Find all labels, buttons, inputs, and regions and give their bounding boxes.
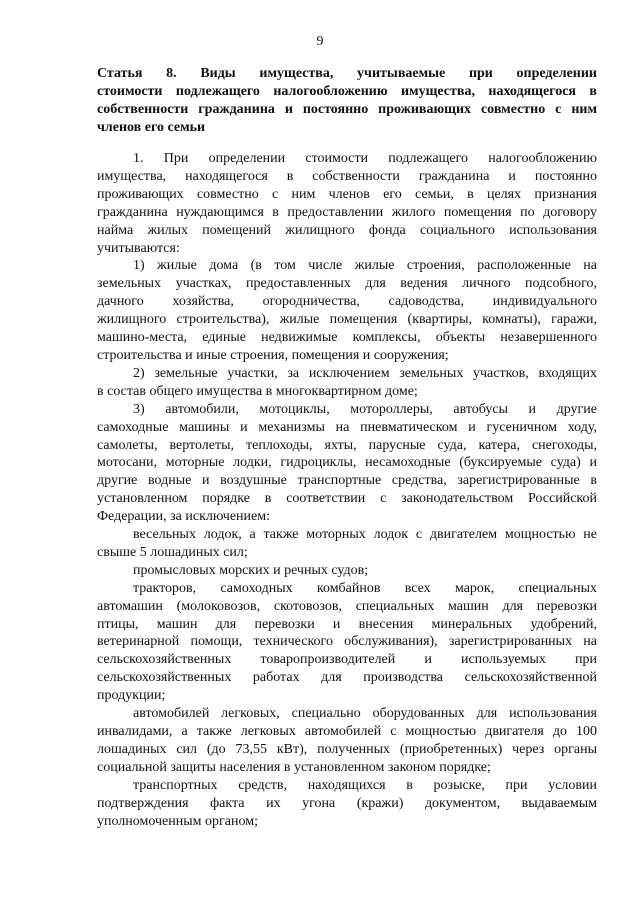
paragraph xyxy=(97,365,597,401)
paragraph-line: имущества, находящегося в собственности гражданина и постоянно xyxy=(97,168,597,184)
article-title-line: Статья 8. Виды имущества, учитываемые при определении xyxy=(97,66,597,81)
paragraph-line: сельскохозяйственных товаропроизводителей и используемых при xyxy=(97,652,597,668)
paragraph-line: продукции; xyxy=(97,688,166,704)
paragraph-line: установленном порядке в соответствии с законодательством Российской xyxy=(97,491,597,507)
page-number: 9 xyxy=(316,34,324,49)
paragraph-line: гражданина нуждающимся в предоставлении жилого помещения по договору xyxy=(97,204,597,220)
paragraph-line: строительства и иные строения, помещения и сооружения; xyxy=(97,347,449,363)
paragraph-line: свыше 5 лошадиных сил; xyxy=(97,544,248,560)
paragraph-line: социальной защиты населения в установленном законом порядке; xyxy=(97,759,491,775)
article-title-line: членов его семьи xyxy=(97,120,206,135)
paragraph-line: промысловых морских и речных судов; xyxy=(133,562,369,578)
paragraph-line: тракторов, самоходных комбайнов всех марок, специальных xyxy=(133,580,597,596)
paragraph xyxy=(97,777,597,831)
paragraph-line: самоходные машины и механизмы на пневматическом и гусеничном ходу, xyxy=(97,419,597,435)
paragraph-line: машино-места, единые недвижимые комплексы, объекты незавершенного xyxy=(97,330,597,346)
article-title-line: стоимости подлежащего налогообложению имущества, находящегося в xyxy=(97,84,597,99)
paragraph-line: уполномоченным органом; xyxy=(97,813,258,829)
paragraph xyxy=(97,526,597,562)
paragraph-line: дачного хозяйства, огородничества, садоводства, индивидуального xyxy=(97,294,597,310)
paragraph-line: самолеты, вертолеты, теплоходы, яхты, парусные суда, катера, снегоходы, xyxy=(97,437,597,453)
paragraph-line: земельных участках, предоставленных для ведения личного подсобного, xyxy=(97,276,597,292)
paragraph-line: учитываются: xyxy=(97,240,180,256)
paragraph-line: другие водные и воздушные транспортные средства, зарегистрированные в xyxy=(97,473,597,489)
paragraph-line: проживающих совместно с ним членов его семьи, в целях признания xyxy=(97,186,597,202)
article-title-line: собственности гражданина и постоянно проживающих совместно с ним xyxy=(97,102,597,117)
paragraph-line: 1) жилые дома (в том числе жилые строения, расположенные на xyxy=(133,258,597,274)
paragraph-line: весельных лодок, а также моторных лодок с двигателем мощностью не xyxy=(133,527,597,543)
paragraph-line: 3) автомобили, мотоциклы, мотороллеры, автобусы и другие xyxy=(133,401,597,417)
paragraph-line: найма жилых помещений жилищного фонда социального использования xyxy=(97,222,597,238)
paragraph xyxy=(97,705,597,777)
paragraph-line: птицы, машин для перевозки и внесения минеральных удобрений, xyxy=(97,616,597,632)
paragraph-line: Федерации, за исключением: xyxy=(97,509,270,525)
paragraph-line: 2) земельные участки, за исключением земельных участков, входящих xyxy=(133,365,597,381)
paragraph-line: подтверждения факта их угона (кражи) документом, выдаваемым xyxy=(97,795,597,811)
paragraph xyxy=(97,150,597,257)
paragraph-line: мотосани, моторные лодки, гидроциклы, несамоходные (буксируемые суда) и xyxy=(97,455,597,471)
paragraph-line: сельскохозяйственных работах для производства сельскохозяйственной xyxy=(97,670,597,686)
article-title xyxy=(97,65,597,137)
paragraph-line: жилищного строительства), жилые помещения (квартиры, комнаты), гаражи, xyxy=(97,312,597,328)
paragraph-line: лошадиных сил (до 73,55 кВт), полученных (приобретенных) через органы xyxy=(97,741,597,757)
paragraph-line: в состав общего имущества в многоквартирном доме; xyxy=(97,383,418,399)
paragraph xyxy=(97,401,597,526)
article-body xyxy=(97,150,597,830)
paragraph xyxy=(97,580,597,705)
paragraph-line: автомашин (молоковозов, скотовозов, специальных машин для перевозки xyxy=(97,598,597,614)
paragraph-line: инвалидами, а также легковых автомобилей с мощностью двигателя до 100 xyxy=(97,724,597,739)
paragraph-line: 1. При определении стоимости подлежащего налогообложению xyxy=(133,151,597,166)
paragraph xyxy=(97,562,597,580)
paragraph xyxy=(97,257,597,364)
paragraph-line: ветеринарной помощи, технического обслуживания), зарегистрированных на xyxy=(97,634,597,650)
paragraph-line: транспортных средств, находящихся в розыске, при условии xyxy=(133,777,597,793)
paragraph-line: автомобилей легковых, специально оборудованных для использования xyxy=(133,706,597,722)
